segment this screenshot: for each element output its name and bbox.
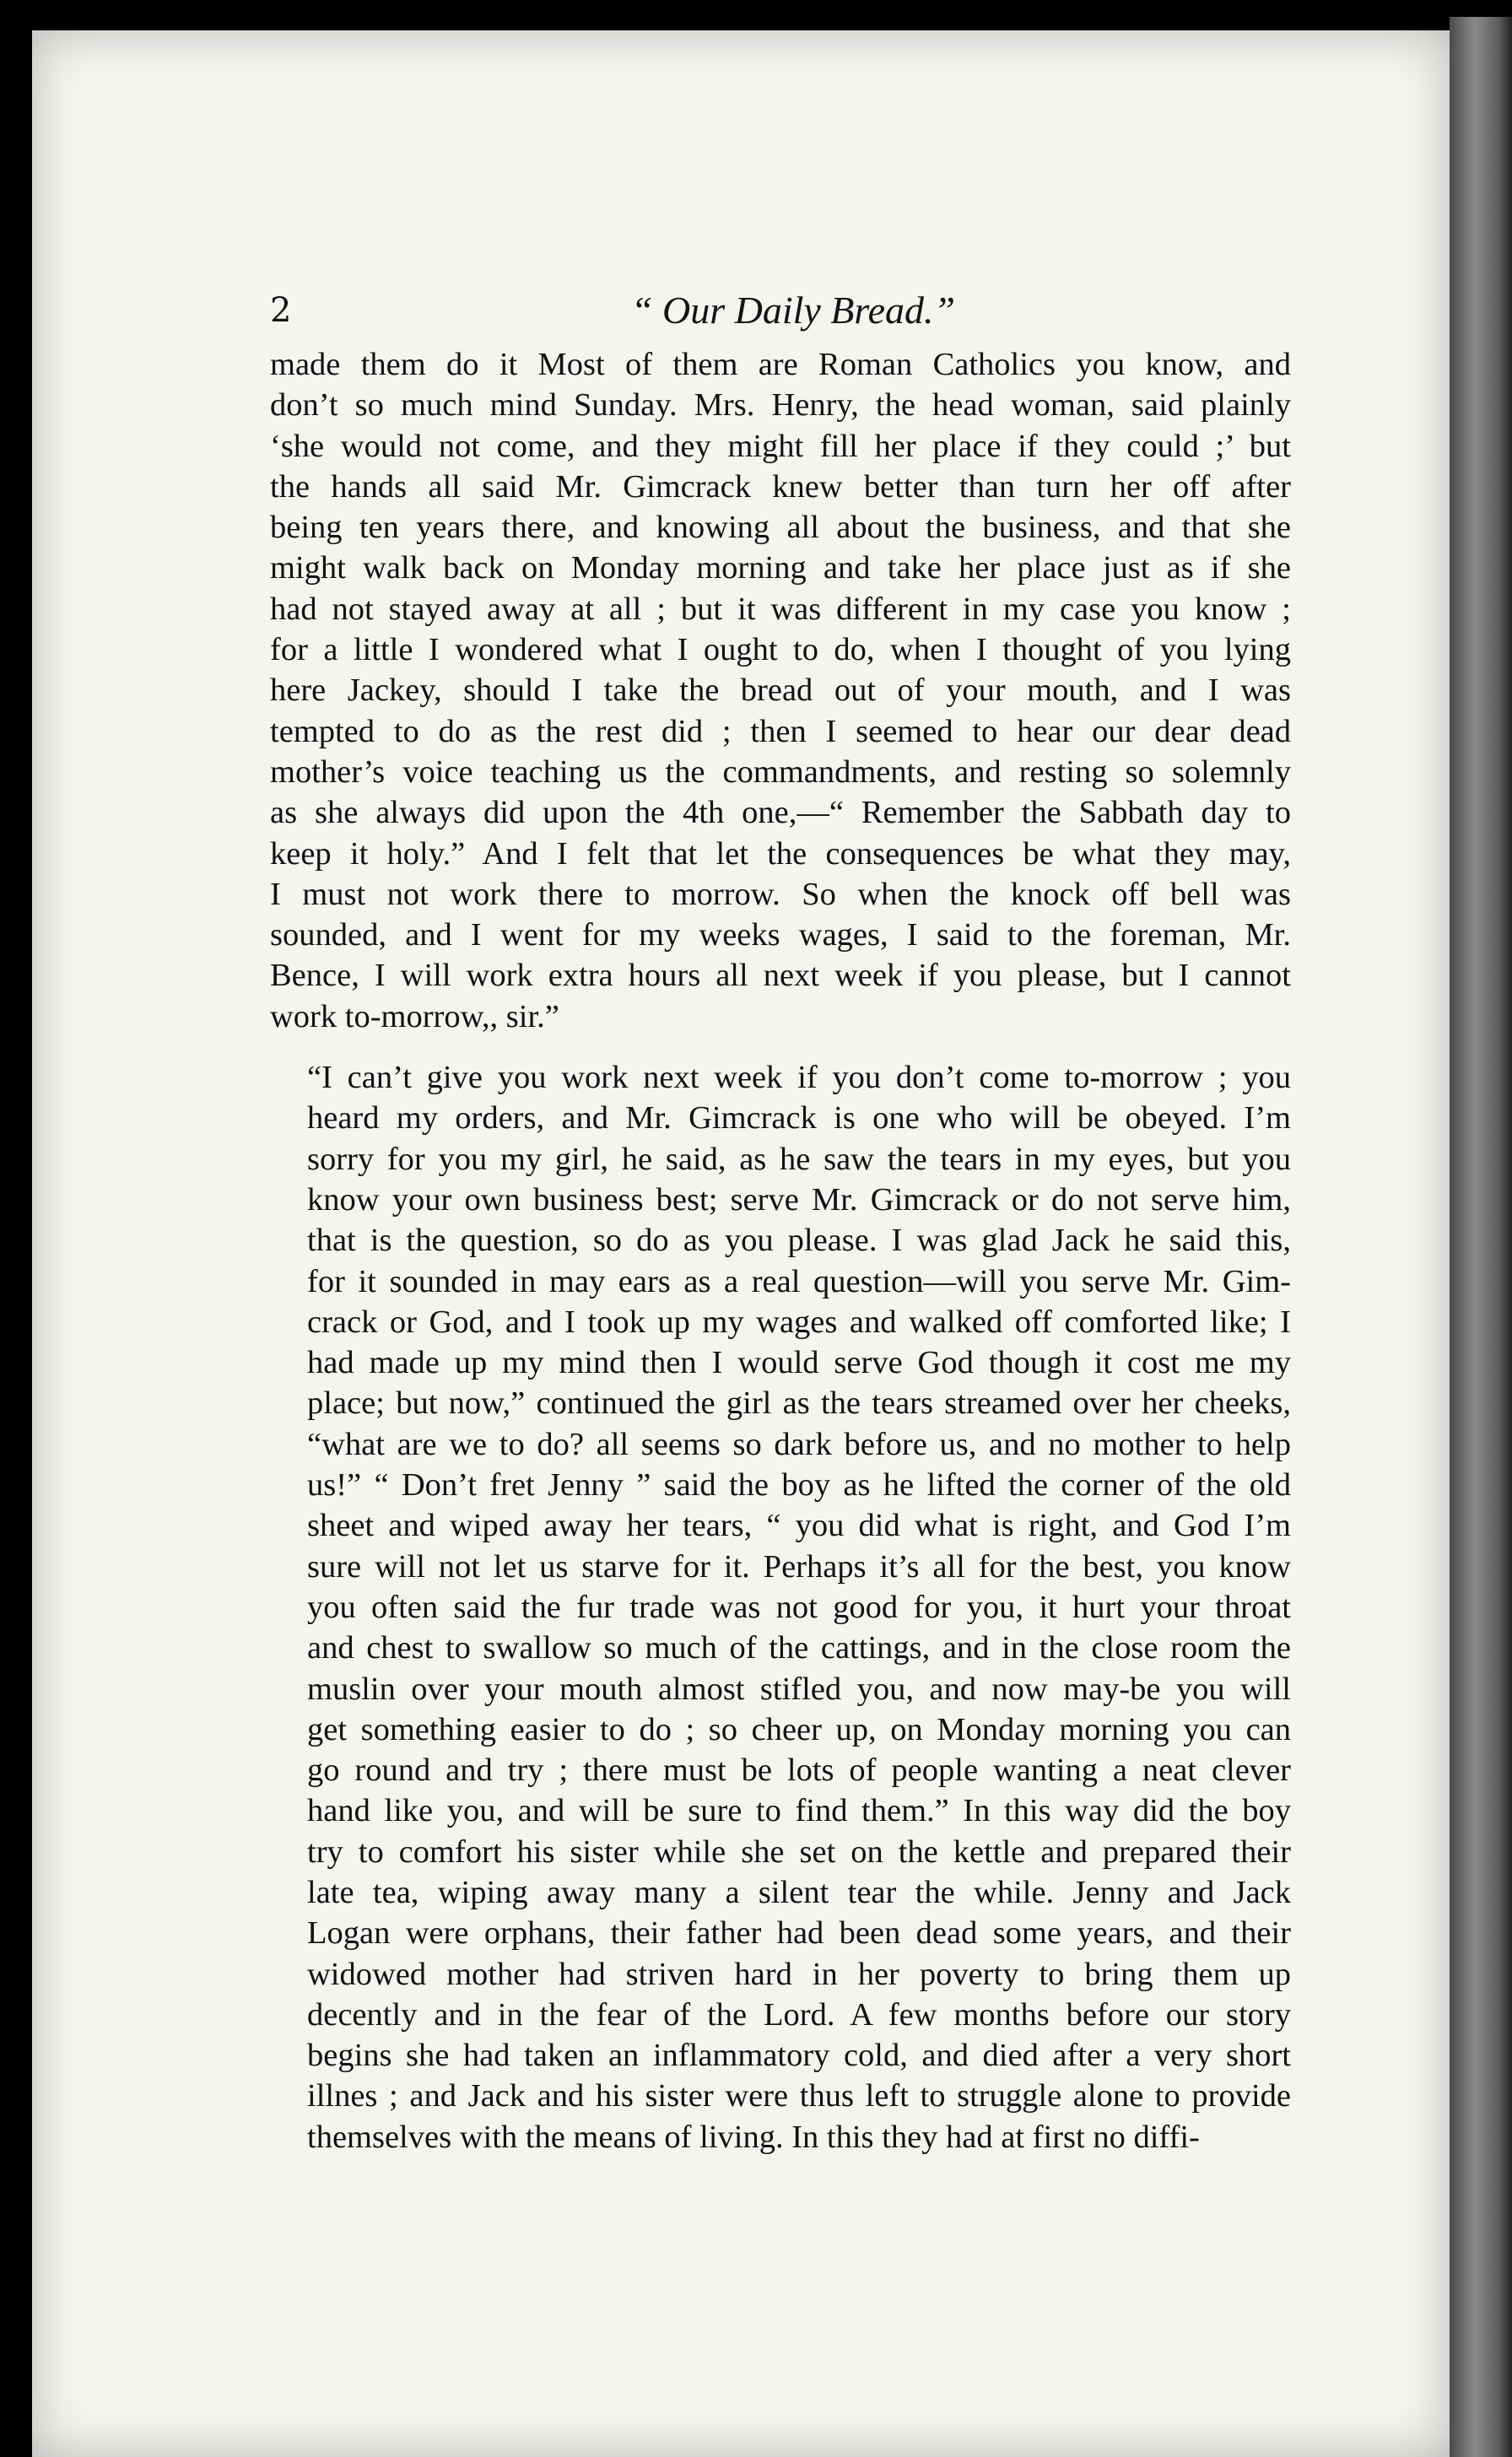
text-line: hand like you, and will be sure to find them.” In this way did the boy <box>307 1793 1291 1829</box>
text-line: the hands all said Mr. Gimcrack knew better than turn her off after <box>270 468 1291 505</box>
text-line: ‘she would not come, and they might fill her place if they could ;’ but <box>270 428 1291 464</box>
text-line: had made up my mind then I would serve God though it cost me my <box>307 1345 1291 1381</box>
paragraph-2 <box>270 1057 1291 2157</box>
text-line: “what are we to do? all seems so dark before us, and no mother to help <box>307 1426 1291 1462</box>
paragraph-1 <box>270 344 1291 1037</box>
text-line: had not stayed away at all ; but it was different in my case you know ; <box>270 591 1291 627</box>
text-line: being ten years there, and knowing all about the business, and that she <box>270 510 1291 546</box>
text-line: Logan were orphans, their father had been dead some years, and their <box>307 1915 1291 1952</box>
text-line: that is the question, so do as you please. I was glad Jack he said this, <box>307 1223 1291 1259</box>
page-number: 2 <box>270 291 292 330</box>
text-line: I must not work there to morrow. So when the knock off bell was <box>270 876 1291 912</box>
text-line: for it sounded in may ears as a real question—will you serve Mr. Gim- <box>307 1263 1291 1299</box>
text-line: try to comfort his sister while she set on the kettle and prepared their <box>307 1833 1291 1870</box>
text-line: widowed mother had striven hard in her poverty to bring them up <box>307 1956 1291 1992</box>
text-line: place; but now,” continued the girl as the tears streamed over her cheeks, <box>307 1385 1291 1422</box>
text-line: know your own business best; serve Mr. Gimcrack or do not serve him, <box>307 1181 1291 1218</box>
text-line: mother’s voice teaching us the commandments, and resting so solemnly <box>270 753 1291 790</box>
text-line: Bence, I will work extra hours all next week if you please, but I cannot <box>270 958 1291 994</box>
body-text <box>270 344 1291 2157</box>
text-line: keep it holy.” And I felt that let the consequences be what they may, <box>270 835 1291 872</box>
text-line: heard my orders, and Mr. Gimcrack is one who will be obeyed. I’m <box>307 1100 1291 1137</box>
text-line: tempted to do as the rest did ; then I seemed to hear our dear dead <box>270 713 1291 749</box>
text-line: you often said the fur trade was not good for you, it hurt your throat <box>307 1589 1291 1625</box>
text-line: crack or God, and I took up my wages and walked off comforted like; I <box>307 1304 1291 1340</box>
text-line: themselves with the means of living. In this they had at first no diffi- <box>307 2119 1200 2155</box>
text-line: as she always did upon the 4th one,—“ Remember the Sabbath day to <box>270 795 1291 831</box>
text-line: sheet and wiped away her tears, “ you did what is right, and God I’m <box>307 1508 1291 1544</box>
text-line: sounded, and I went for my weeks wages, I said to the foreman, Mr. <box>270 917 1291 953</box>
page-header <box>270 285 1316 344</box>
text-line: begins she had taken an inflammatory cold, and died after a very short <box>307 2038 1291 2074</box>
text-line: get something easier to do ; so cheer up, on Monday morning you can <box>307 1711 1291 1747</box>
text-line: go round and try ; there must be lots of people wanting a neat clever <box>307 1752 1291 1789</box>
text-line: late tea, wiping away many a silent tear the while. Jenny and Jack <box>307 1874 1291 1910</box>
text-line: for a little I wondered what I ought to do, when I thought of you lying <box>270 632 1291 668</box>
text-line: here Jackey, should I take the bread out of your mouth, and I was <box>270 672 1291 709</box>
text-line: sorry for you my girl, he said, as he saw the tears in my eyes, but you <box>307 1141 1291 1177</box>
text-line: and chest to swallow so much of the cattings, and in the close room the <box>307 1630 1291 1666</box>
text-line: decently and in the fear of the Lord. A few months before our story <box>307 1996 1291 2033</box>
text-line: made them do it Most of them are Roman Catholics you know, and <box>270 347 1291 382</box>
page-edge <box>1450 17 1512 2457</box>
text-line: us!” “ Don’t fret Jenny ” said the boy as he lifted the corner of the old <box>307 1467 1291 1504</box>
text-line: “I can’t give you work next week if you don’t come to-morrow ; you <box>307 1060 1291 1096</box>
text-line: muslin over your mouth almost stifled you, and now may-be you will <box>307 1671 1291 1707</box>
running-title: “ Our Daily Bread.” <box>630 289 956 332</box>
text-line: sure will not let us starve for it. Perhaps it’s all for the best, you know <box>307 1548 1291 1585</box>
text-line: don’t so much mind Sunday. Mrs. Henry, the head woman, said plainly <box>270 387 1291 424</box>
text-line: might walk back on Monday morning and take her place just as if she <box>270 550 1291 586</box>
text-line: illnes ; and Jack and his sister were thus left to struggle alone to provide <box>307 2078 1291 2114</box>
text-line: work to-morrow,, sir.” <box>270 998 559 1034</box>
